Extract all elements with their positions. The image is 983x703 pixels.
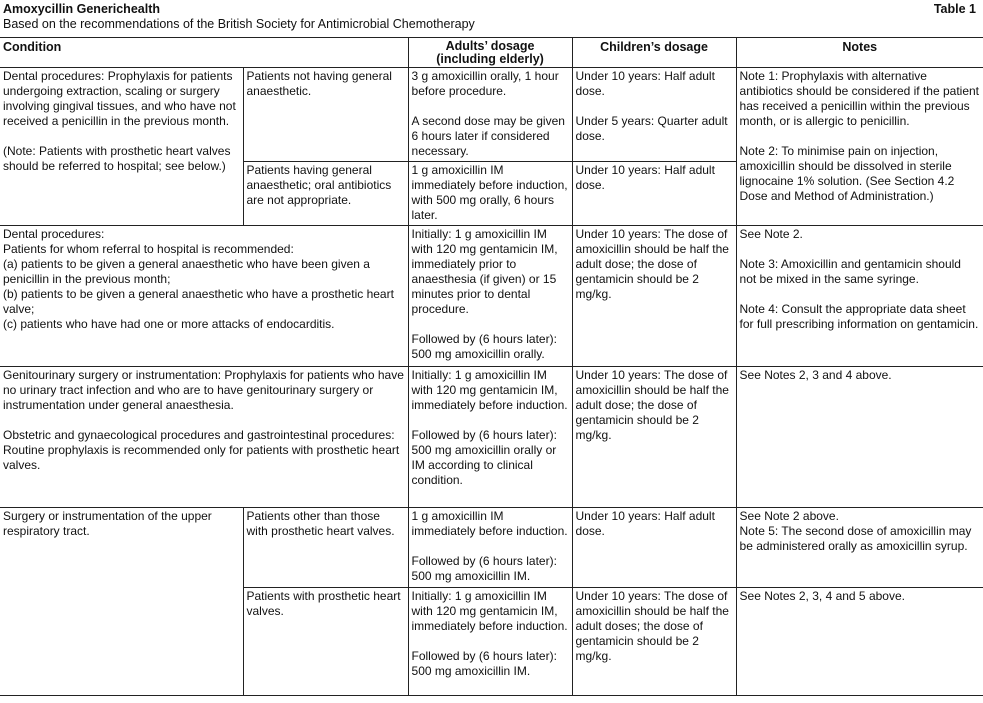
notes-text: See Note 2. bbox=[739, 227, 803, 241]
child-dosage-cell: Under 10 years: The dose of amoxicillin should be half the adult dose; the dose of gentamicin should be 2 mg/kg. bbox=[572, 367, 736, 508]
adult-dosage-text: Followed by (6 hours later): 500 mg amoxicillin orally or IM according to clinical condition. bbox=[411, 428, 557, 487]
notes-cell bbox=[736, 68, 983, 226]
patient-group-cell: Patients other than those with prosthetic heart valves. bbox=[243, 508, 408, 588]
adult-dosage-cell bbox=[408, 588, 572, 696]
condition-cell bbox=[0, 367, 408, 508]
table-row bbox=[0, 367, 983, 508]
adult-dosage-text: 3 g amoxicillin orally, 1 hour before procedure. bbox=[411, 69, 559, 98]
child-dosage-text: Under 5 years: Quarter adult dose. bbox=[575, 114, 728, 143]
document-header bbox=[3, 2, 980, 32]
child-dosage-cell: Under 10 years: Half adult dose. bbox=[572, 508, 736, 588]
child-dosage-cell: Under 10 years: Half adult dose. bbox=[572, 162, 736, 226]
condition-cell: Surgery or instrumentation of the upper respiratory tract. bbox=[0, 508, 243, 696]
notes-cell bbox=[736, 226, 983, 367]
notes-text: Note 2: To minimise pain on injection, amoxicillin should be dissolved in sterile lignocaine 1% solution. (See Section 4.2 Dose and Method of Administration.) bbox=[739, 144, 955, 203]
adult-dosage-text: Followed by (6 hours later): 500 mg amoxicillin orally. bbox=[411, 332, 557, 361]
adult-dosage-cell bbox=[408, 508, 572, 588]
notes-text: Note 3: Amoxicillin and gentamicin should not be mixed in the same syringe. bbox=[739, 257, 961, 286]
adult-dosage-cell bbox=[408, 226, 572, 367]
patient-group-cell: Patients having general anaesthetic; oral antibiotics are not appropriate. bbox=[243, 162, 408, 226]
table-row bbox=[0, 226, 983, 367]
adult-dosage-text: A second dose may be given 6 hours later if considered necessary. bbox=[411, 114, 565, 158]
col-header-condition: Condition bbox=[0, 38, 408, 68]
adult-dosage-text: Followed by (6 hours later): 500 mg amoxicillin IM. bbox=[411, 649, 557, 678]
patient-group-cell: Patients not having general anaesthetic. bbox=[243, 68, 408, 162]
condition-cell: Dental procedures: Patients for whom referral to hospital is recommended: (a) patients to be given a general anaesthetic who have been given a penicillin in the previous month; (b) patients to be given a general anaesthetic who have a prosthetic heart valve; (c) patients who have had one or more attacks of endocarditis. bbox=[0, 226, 408, 367]
condition-note: (Note: Patients with prosthetic heart valves should be referred to hospital; see below.) bbox=[3, 144, 231, 173]
document-subtitle: Based on the recommendations of the British Society for Antimicrobial Chemotherapy bbox=[3, 17, 475, 31]
col-header-notes: Notes bbox=[736, 38, 983, 68]
notes-cell: See Notes 2, 3, 4 and 5 above. bbox=[736, 588, 983, 696]
adult-dosage-text: Initially: 1 g amoxicillin IM with 120 mg gentamicin IM, immediately before induction. bbox=[411, 589, 568, 633]
adult-dosage-cell: 1 g amoxicillin IM immediately before induction, with 500 mg orally, 6 hours later. bbox=[408, 162, 572, 226]
col-header-adults: Adults’ dosage (including elderly) bbox=[408, 38, 572, 68]
condition-cell bbox=[0, 68, 243, 226]
document-title: Amoxycillin Generichealth bbox=[3, 2, 160, 16]
condition-text: Dental procedures: Prophylaxis for patients undergoing extraction, scaling or surgery involving gingival tissues, and who have not received a penicillin in the previous month. bbox=[3, 69, 236, 128]
col-header-children: Children’s dosage bbox=[572, 38, 736, 68]
child-dosage-text: Under 10 years: Half adult dose. bbox=[575, 69, 715, 98]
adult-dosage-cell bbox=[408, 367, 572, 508]
notes-text: Note 1: Prophylaxis with alternative antibiotics should be considered if the patient has received a penicillin within the previous month, or is allergic to penicillin. bbox=[739, 69, 980, 128]
patient-group-cell: Patients with prosthetic heart valves. bbox=[243, 588, 408, 696]
adult-dosage-text: Initially: 1 g amoxicillin IM with 120 mg gentamicin IM, immediately prior to anaesthesia (if given) or 15 minutes prior to dental procedure. bbox=[411, 227, 558, 316]
notes-text: Note 4: Consult the appropriate data sheet for full prescribing information on gentamicin. bbox=[739, 302, 979, 331]
table-row bbox=[0, 508, 983, 588]
notes-cell: See Note 2 above. Note 5: The second dose of amoxicillin may be administered orally as amoxicillin syrup. bbox=[736, 508, 983, 588]
dosage-table bbox=[0, 37, 983, 696]
condition-text: Genitourinary surgery or instrumentation: Prophylaxis for patients who have no urinary tract infection and who are to have genitourinary surgery or instrumentation under general anaesthesia. bbox=[3, 368, 404, 412]
table-header-row bbox=[0, 38, 983, 68]
child-dosage-cell: Under 10 years: The dose of amoxicillin should be half the adult doses; the dose of gentamicin should be 2 mg/kg. bbox=[572, 588, 736, 696]
child-dosage-cell bbox=[572, 68, 736, 162]
notes-cell: See Notes 2, 3 and 4 above. bbox=[736, 367, 983, 508]
adult-dosage-text: 1 g amoxicillin IM immediately before induction. bbox=[411, 509, 568, 538]
child-dosage-cell: Under 10 years: The dose of amoxicillin should be half the adult dose; the dose of gentamicin should be 2 mg/kg. bbox=[572, 226, 736, 367]
adult-dosage-cell bbox=[408, 68, 572, 162]
table-row bbox=[0, 68, 983, 162]
condition-text: Obstetric and gynaecological procedures and gastrointestinal procedures: Routine prophylaxis is recommended only for patients with prosthetic heart valves. bbox=[3, 428, 400, 472]
adult-dosage-text: Followed by (6 hours later): 500 mg amoxicillin IM. bbox=[411, 554, 557, 583]
adult-dosage-text: Initially: 1 g amoxicillin IM with 120 mg gentamicin IM, immediately before induction. bbox=[411, 368, 568, 412]
table-label: Table 1 bbox=[933, 2, 976, 16]
